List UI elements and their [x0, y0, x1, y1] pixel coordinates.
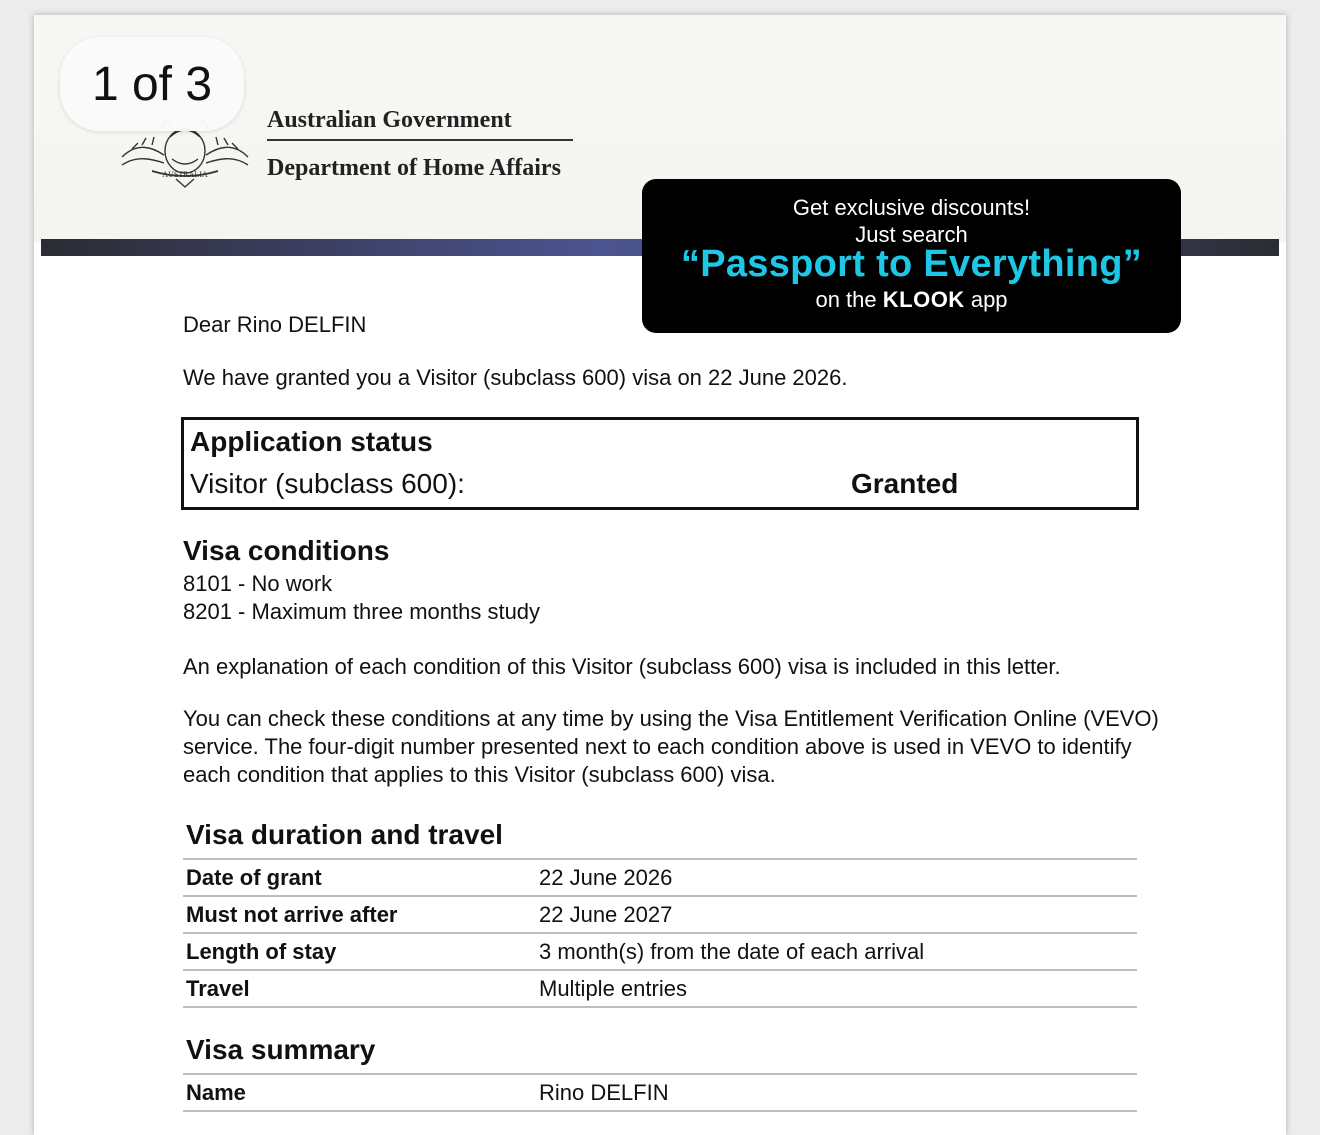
document-page: [34, 15, 1286, 1135]
promo-brand: KLOOK: [882, 287, 965, 312]
row-value: 22 June 2027: [536, 896, 1137, 933]
duration-title: Visa duration and travel: [186, 819, 503, 850]
application-status-box: [181, 417, 1139, 510]
row-key: Date of grant: [183, 859, 536, 896]
duration-table: [183, 858, 1137, 1008]
table-row: [183, 896, 1137, 933]
table-row: [183, 933, 1137, 970]
promo-line1: Get exclusive discounts!: [792, 195, 1031, 220]
page-indicator: 1 of 3: [60, 37, 244, 131]
greeting: Dear Rino DELFIN: [183, 312, 367, 337]
row-key: Length of stay: [183, 933, 536, 970]
conditions-explanation: An explanation of each condition of this Visitor (subclass 600) visa is included in this letter.: [183, 654, 1061, 679]
status-visa-type: Visitor (subclass 600):: [190, 468, 465, 499]
promo-banner[interactable]: [642, 179, 1181, 333]
row-value: 3 month(s) from the date of each arrival: [536, 933, 1137, 970]
department-name: Department of Home Affairs: [267, 155, 561, 181]
conditions-title: Visa conditions: [183, 535, 390, 566]
row-key: Travel: [183, 970, 536, 1007]
government-name: Australian Government: [267, 107, 512, 133]
status-value: Granted: [851, 468, 959, 499]
promo-bottom-line: [642, 287, 1181, 313]
summary-table: [183, 1073, 1137, 1112]
row-key: Name: [183, 1074, 536, 1111]
summary-title: Visa summary: [186, 1034, 376, 1065]
promo-headline: “Passport to Everything”: [680, 243, 1143, 285]
promo-bottom-pre: on the: [815, 287, 877, 312]
row-value: 22 June 2026: [536, 859, 1137, 896]
table-row: [183, 859, 1137, 896]
svg-text:AUSTRALIA: AUSTRALIA: [162, 170, 208, 179]
letterhead-divider: [267, 139, 573, 141]
table-row: [183, 970, 1137, 1007]
condition-item: 8101 - No work: [183, 571, 333, 596]
promo-bottom-post: app: [970, 287, 1008, 312]
row-key: Must not arrive after: [183, 896, 536, 933]
grant-sentence: We have granted you a Visitor (subclass 600) visa on 22 June 2026.: [183, 365, 848, 390]
table-row: [183, 1074, 1137, 1111]
status-title: Application status: [190, 426, 433, 457]
condition-item: 8201 - Maximum three months study: [183, 599, 541, 624]
row-value: Multiple entries: [536, 970, 1137, 1007]
row-value: Rino DELFIN: [536, 1074, 1137, 1111]
promo-line2: Just search: [855, 222, 968, 247]
vevo-paragraph: You can check these conditions at any time by using the Visa Entitlement Verification Online (VEVO) service. The four-digit number presented next to each condition above is used in VEVO to identify each condition that applies to this Visitor (subclass 600) visa.: [183, 706, 1159, 787]
